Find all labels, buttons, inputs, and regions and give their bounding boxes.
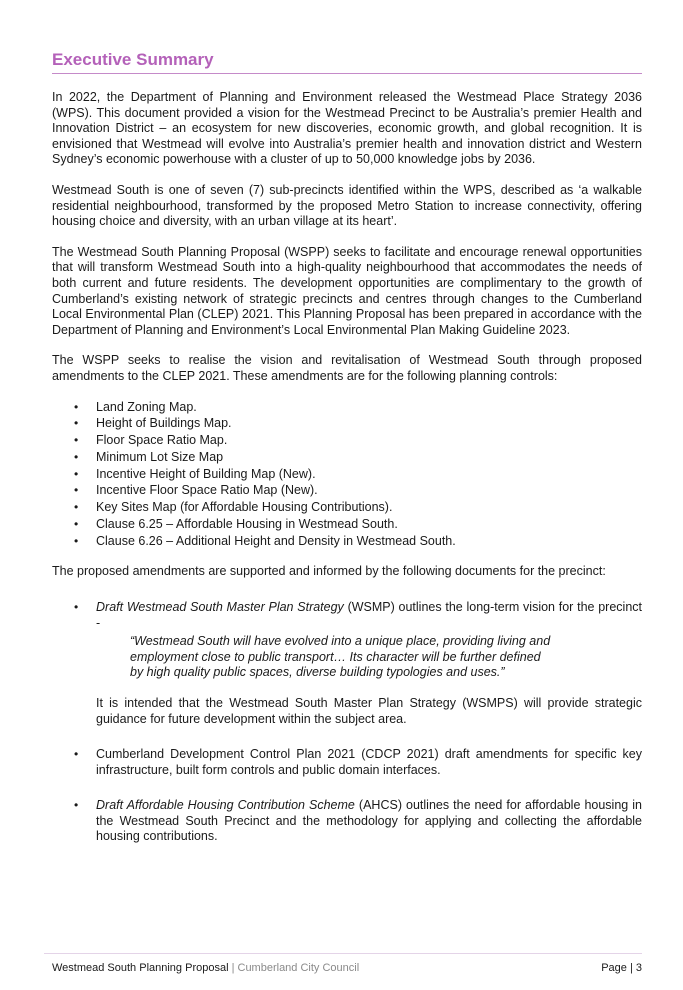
- cdcp-description: Cumberland Development Control Plan 2021 (CDCP 2021) draft amendments for specific key infrastructure, built form controls and public domain interfaces.: [96, 747, 642, 777]
- main-content: [52, 90, 642, 865]
- list-item-ahcs: [52, 798, 642, 845]
- list-item-text: Key Sites Map (for Affordable Housing Contributions).: [96, 500, 393, 515]
- list-item: [52, 433, 642, 449]
- ahcs-description: (AHCS) outlines the need for affordable housing in the Westmead South Precinct and the methodology for applying and collecting the affordable housing contributions.: [96, 798, 642, 844]
- bullet-icon: •: [74, 483, 79, 498]
- list-item: [52, 483, 642, 499]
- footer-separator: |: [228, 962, 238, 974]
- list-item-text: Floor Space Ratio Map.: [96, 433, 228, 448]
- footer-divider: [44, 953, 642, 954]
- bullet-icon: •: [74, 747, 79, 762]
- list-item: [52, 467, 642, 483]
- bullet-icon: •: [74, 449, 79, 464]
- list-item-text: Land Zoning Map.: [96, 399, 197, 414]
- bullet-icon: •: [74, 416, 79, 431]
- list-item-text: Clause 6.26 – Additional Height and Density in Westmead South.: [96, 533, 456, 548]
- footer-document-title: Westmead South Planning Proposal: [52, 962, 229, 974]
- bullet-icon: •: [74, 433, 79, 448]
- wsmp-quote: [130, 634, 642, 681]
- page-number: Page | 3: [601, 962, 642, 974]
- list-item-cdcp: [52, 747, 642, 778]
- list-item: [52, 450, 642, 466]
- quote-line: “Westmead South will have evolved into a unique place, providing living and: [130, 634, 551, 649]
- list-item-text: Clause 6.25 – Affordable Housing in Westmead South.: [96, 516, 398, 531]
- list-item-wsmp: [52, 600, 642, 727]
- page-title: Executive Summary: [52, 50, 642, 74]
- wsmp-description: (WSMP) outlines the long-term vision for the precinct -: [96, 599, 642, 630]
- list-item: [52, 416, 642, 432]
- list-item: [52, 400, 642, 416]
- bullet-icon: •: [74, 798, 79, 813]
- bullet-icon: •: [74, 533, 79, 548]
- supporting-documents-intro: The proposed amendments are supported and informed by the following documents for the precinct:: [52, 564, 606, 579]
- ahcs-title: Draft Affordable Housing Contribution Scheme: [96, 798, 355, 813]
- bullet-icon: •: [74, 466, 79, 481]
- quote-line: employment close to public transport… Its character will be further defined: [130, 649, 541, 664]
- bullet-icon: •: [74, 516, 79, 531]
- list-item-text: Incentive Floor Space Ratio Map (New).: [96, 483, 318, 498]
- quote-line: by high quality public spaces, diverse building typologies and uses.”: [130, 665, 505, 680]
- supporting-documents-list: [52, 600, 642, 845]
- sub-precinct-paragraph: Westmead South is one of seven (7) sub-precincts identified within the WPS, described as ‘a walkable residential neighbourhood, transformed by the proposed Metro Station to increase connectivity, offering housing choice and diversity, with an urban village at its heart’.: [52, 182, 642, 229]
- bullet-icon: •: [74, 599, 79, 614]
- list-item: [52, 534, 642, 550]
- list-item: [52, 500, 642, 516]
- wsmp-followup: It is intended that the Westmead South Master Plan Strategy (WSMPS) will provide strategic guidance for future development within the subject area.: [96, 695, 642, 726]
- footer: [52, 962, 359, 974]
- bullet-icon: •: [74, 399, 79, 414]
- list-item-text: Height of Buildings Map.: [96, 416, 232, 431]
- planning-proposal-paragraph: The Westmead South Planning Proposal (WSPP) seeks to facilitate and encourage renewal opportunities that will transform Westmead South into a high-quality neighbourhood that accommodates the needs of both current and future residents. The development opportunities are complimentary to the growth of Cumberland’s existing network of strategic precincts and centres through changes to the Cumberland Local Environmental Plan (CLEP) 2021. This Planning Proposal has been prepared in accordance with the Department of Planning and Environment’s Local Environmental Plan Making Guideline 2023.: [52, 244, 642, 337]
- planning-controls-list: [52, 400, 642, 550]
- intro-paragraph: In 2022, the Department of Planning and Environment released the Westmead Place Strategy 2036 (WPS). This document provided a vision for the Westmead Precinct to be Australia’s premier Health and Innovation District – an ecosystem for new discoveries, economic growth, and global recognition. It is envisioned that Westmead will evolve into Australia’s premier health and innovation district and Western Sydney’s economic powerhouse with a cluster of up to 50,000 knowledge jobs by 2036.: [52, 90, 642, 167]
- footer-council: Cumberland City Council: [237, 962, 360, 974]
- bullet-icon: •: [74, 500, 79, 515]
- list-item-text: Minimum Lot Size Map: [96, 449, 224, 464]
- wsmp-title: Draft Westmead South Master Plan Strategy: [96, 599, 344, 614]
- list-item: [52, 517, 642, 533]
- list-item-text: Incentive Height of Building Map (New).: [96, 466, 316, 481]
- amendments-paragraph: The WSPP seeks to realise the vision and revitalisation of Westmead South through proposed amendments to the CLEP 2021. These amendments are for the following planning controls:: [52, 353, 642, 383]
